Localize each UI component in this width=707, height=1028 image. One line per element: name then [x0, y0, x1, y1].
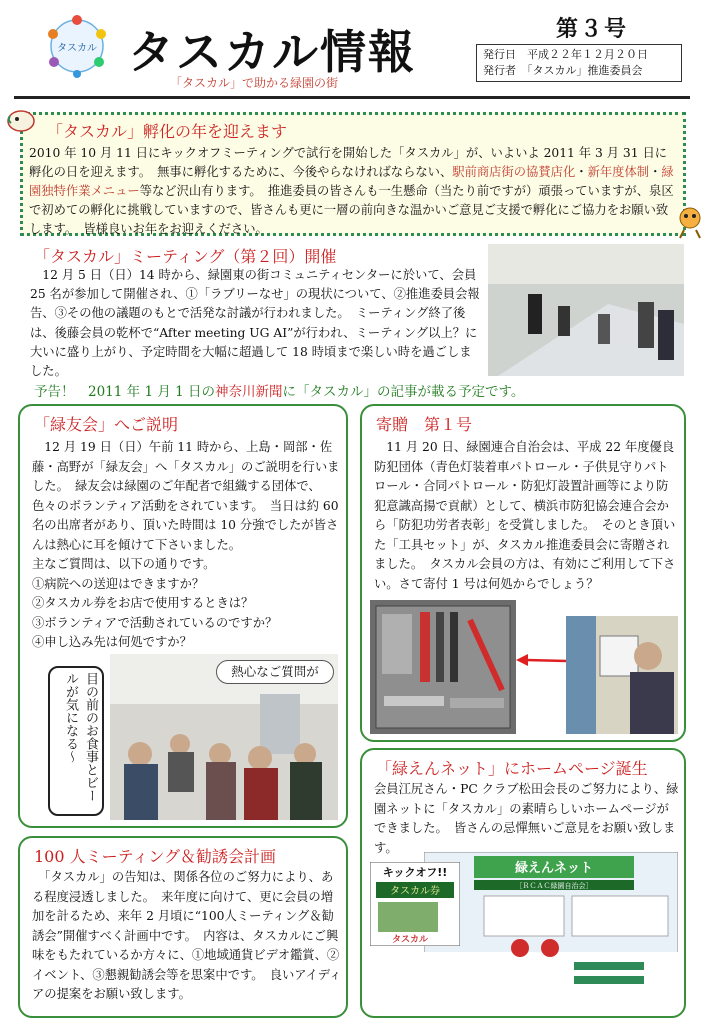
publisher-label: 発行者	[483, 64, 516, 77]
kickoff-text: キックオフ!!	[382, 866, 448, 879]
question-item: ②タスカル券をお店で使用するときは？	[32, 596, 254, 610]
ticket-name: タスカル	[391, 935, 429, 945]
question-item: ④申し込み先は何処ですか？	[32, 635, 192, 649]
website-heading: 「緑えんネット」にホームページ誕生	[376, 759, 648, 778]
newsletter-title: タスカル情報	[128, 25, 416, 79]
vertical-note: 目の前のお食事とビールが気になる〜	[48, 666, 104, 816]
meeting-photo	[488, 244, 684, 376]
speech-bubble: 熱心なご質問が	[216, 660, 334, 684]
tagline: 「タスカル」で助かる緑園の街	[170, 76, 339, 90]
box-100-meeting	[18, 836, 348, 1018]
ryokuyu-body: 12 月 19 日（日）午前 11 時から、上島・岡部・佐藤・高野が「緑友会」へ「タスカル」のご説明を行いました。 緑友会は緑園のご年配者で組織する団体で、色々のボランティア活動をされています。 当日は約 60 名の出席者があり、頂いた時間は 10 分強でしたが皆さんは熱心に耳を傾けて下さいました。 主なご質問は、以下の通りです。 ①病院への送迎はできますか？ ②タスカル券をお店で使用するときは？ ③ボランティアで活動されているのですか？ ④申し込み先は何処ですか？	[32, 438, 344, 653]
section-hatching	[20, 112, 686, 236]
meeting-plan-body: 「タスカル」の告知は、関係各位のご努力により、ある程度浸透しました。 来年度に向けて、更に会員の増加を計るため、来年 2 月頃に“100人ミーティング＆勧誘会”開催すべく計画中です。 内容は、タスカルにご興味をもたれているか方々に、①地域通貨ビデオ鑑賞、②イベント、③懇親勧誘会等を思案中です。 良いアイディアの提案をお願い致します。	[32, 870, 342, 1001]
pub-date: 平成２２年１２月２０日	[527, 48, 648, 61]
hatching-chick-icon	[6, 108, 36, 132]
meeting-heading: 「タスカル」ミーティング（第２回）開催	[34, 247, 337, 266]
website-body: 会員江尻さん・PC クラブ松田会長のご努力により、緑園ネットに「タスカル」の素晴らしいホームページができました。 皆さんの忌憚無いご意見をお願い致します。	[374, 782, 679, 855]
meeting-plan-heading: 100 人ミーティング＆勧誘会計画	[34, 847, 277, 866]
issue-number: 第３号	[556, 16, 629, 42]
kickoff-ticket	[370, 862, 460, 946]
site-banner: 緑えんネット	[514, 861, 594, 876]
pub-date-label: 発行日	[483, 48, 516, 61]
publication-info	[476, 44, 682, 82]
toolset-photo	[370, 600, 516, 734]
question-item: ①病院への送迎はできますか？	[32, 576, 205, 591]
meeting-body: 12 月 5 日（日）14 時から、緑園東の街コミュニティセンターに於いて、会員 25 名が参加して開催され、①「ラブリーなせ」の現状について、②推進委員会報告、③その他の議題のもとで活発な討議が行われました。 ミーティング終了後は、後藤会員の乾杯で“After meeting UG AI”が行われ、ミーティング以上？に大いに盛り上がり、予定時間を大幅に超過して 18 時頃まで楽しい時を過ごしました。	[30, 268, 480, 379]
website-screenshot	[424, 852, 678, 1012]
question-item: ③ボランティアで活動されているのですか？	[32, 615, 278, 630]
ticket-text: タスカル券	[390, 886, 440, 897]
section-hatching-heading: 「タスカル」孵化の年を迎えます	[47, 122, 288, 141]
site-sub: ［ＲＣＡＣ緑園自治会］	[515, 882, 593, 890]
tasukaru-logo	[44, 14, 110, 78]
publisher: 「タスカル」推進委員会	[527, 64, 643, 77]
recipient-photo	[566, 616, 678, 734]
questions-intro: 主なご質問は、以下の通りです。	[32, 557, 216, 571]
notice: 予告！ 2011 年 1 月 1 日の神奈川新聞に「タスカル」の記事が載る予定です。	[34, 384, 525, 400]
section-hatching-body: 2010 年 10 月 11 日にキックオフミーティングで試行を開始した「タスカル」が、いよいよ 2011 年 3 月 31 日に孵化の日を迎えます。 無事に孵化するために、今後やらなければならない、駅前商店街の協賛店化・新年度体制・緑園独特作業メニュー等など沢山有ります。 推進委員の皆さんも一生懸命（当たり前ですが）頑張っていますが、泉区で初めての孵化に挑戦していますので、皆さんも更に一層の前向きな温かいご意見ご支援で孵化にご協力をお願い致します。 皆様良いお年をお迎えください。	[29, 146, 674, 236]
donation-body: 11 月 20 日、緑園連合自治会は、平成 22 年度優良防犯団体（青色灯装着車パトロール・子供見守りパトロール・合同パトロール・防犯灯設置計画等により防犯意識高揚で貢献）として、横浜市防犯協会連合会から「防犯功労者表彰」を受賞しました。 そのとき頂いた「工具セット」が、タスカル推進委員会に寄贈されました。 タスカル会員の方は、有効にご利用して下さい。さて寄付 1 号は何処からでしょう？	[374, 440, 676, 591]
mascot-icon	[676, 206, 704, 240]
newspaper-name: 神奈川新聞	[215, 384, 283, 400]
header-divider	[14, 96, 690, 99]
logo-text: タスカル	[57, 43, 97, 54]
donation-heading: 寄贈 第１号	[376, 415, 473, 434]
ryokuyu-heading: 「緑友会」へご説明	[34, 415, 179, 434]
